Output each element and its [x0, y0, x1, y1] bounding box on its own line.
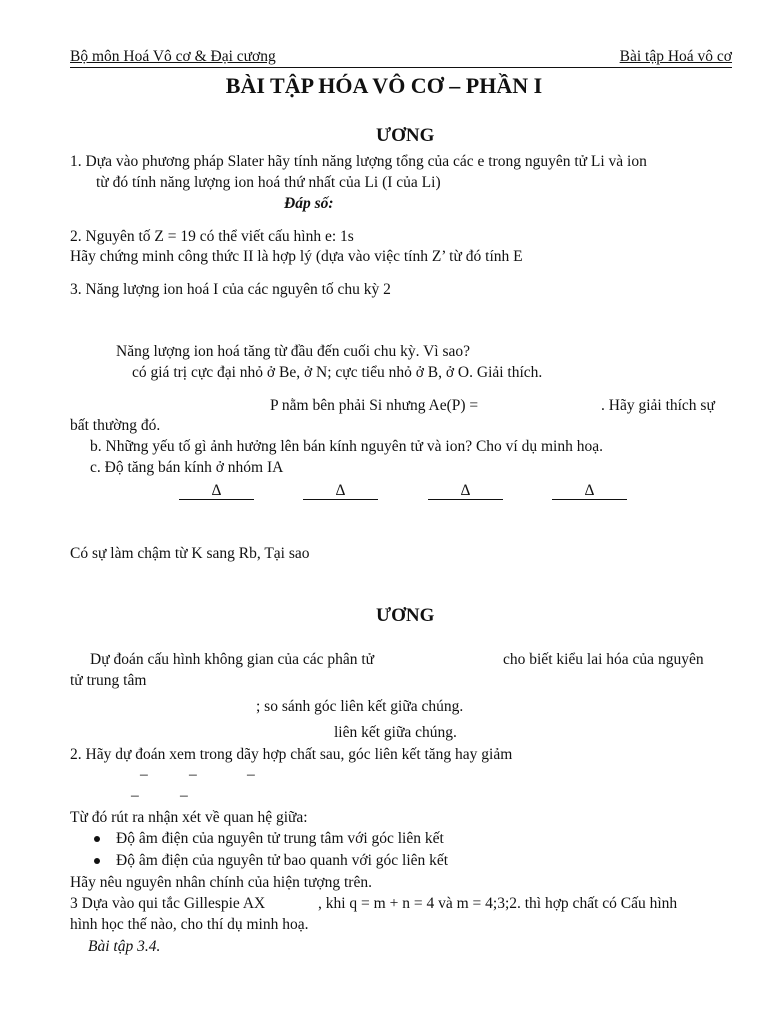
conclusion-prompt: Từ đó rút ra nhận xét về quan hệ giữa: [70, 809, 308, 826]
bullet-dot-1 [94, 836, 100, 842]
question-3-c-part: hình học thế nào, cho thí dụ minh hoạ. [70, 916, 309, 933]
header-rule [70, 67, 732, 68]
question-4-d: Có sự làm chậm từ K sang Rb, Tại sao [70, 545, 310, 562]
question-3-b: có giá trị cực đại nhỏ ở Be, ở N; cực tiểu nhỏ ở B, ở O. Giải thích. [132, 364, 543, 381]
paragraph-1-c: tử trung tâm [70, 672, 147, 689]
question-3-a-part: 3 Dựa vào qui tắc Gillespie AX [70, 895, 266, 912]
question-4-line-1-a: P nằm bên phải Si nhưng Ae(P) = [270, 397, 479, 414]
dash-3: – [247, 766, 255, 783]
question-3-b-part: , khi q = m + n = 4 và m = 4;3;2. thì hợp chất có Cấu hình [318, 895, 678, 912]
dash-2: – [189, 766, 197, 783]
question-4-line-2: bất thường đó. [70, 417, 161, 434]
header-department: Bộ môn Hoá Vô cơ & Đại cương [70, 48, 276, 65]
delta-blank-2: Δ [303, 482, 378, 500]
question-2: 2. Hãy dự đoán xem trong dãy hợp chất sau, góc liên kết tăng hay giảm [70, 746, 513, 763]
paragraph-1-b: cho biết kiểu lai hóa của nguyên [503, 651, 704, 668]
section-2-heading: ƯƠNG [376, 605, 435, 626]
delta-blank-1: Δ [179, 482, 254, 500]
dash-5: – [180, 787, 188, 804]
delta-blank-3: Δ [428, 482, 503, 500]
question-4-line-1-b: . Hãy giải thích sự [601, 397, 715, 414]
question-2-line-1: 2. Nguyên tố Z = 19 có thể viết cấu hình e: 1s [70, 228, 354, 245]
question-4-c: c. Độ tăng bán kính ở nhóm IA [90, 459, 284, 476]
header-course: Bài tập Hoá vô cơ [619, 48, 732, 65]
question-2-line-2: Hãy chứng minh công thức II là hợp lý (dựa vào việc tính Z’ từ đó tính E [70, 248, 523, 265]
question-4-b: b. Những yếu tố gì ảnh hưởng lên bán kính nguyên tử và ion? Cho ví dụ minh hoạ. [90, 438, 603, 455]
exercise-label: Bài tập 3.4. [88, 938, 161, 955]
paragraph-1-a: Dự đoán cấu hình không gian của các phân tử [90, 651, 375, 668]
paragraph-1-e: liên kết giữa chúng. [334, 724, 457, 741]
bullet-item-2: Độ âm điện của nguyên tử bao quanh với góc liên kết [116, 852, 449, 869]
dash-1: – [140, 766, 148, 783]
dash-4: – [131, 787, 139, 804]
section-1-heading: ƯƠNG [376, 125, 435, 146]
page-title: BÀI TẬP HÓA VÔ CƠ – PHẦN I [225, 73, 543, 98]
paragraph-1-d: ; so sánh góc liên kết giữa chúng. [256, 698, 464, 715]
bullet-dot-2 [94, 858, 100, 864]
question-1-line-1: 1. Dựa vào phương pháp Slater hãy tính năng lượng tổng của các e trong nguyên tử Li và ion [70, 153, 647, 170]
delta-blank-4: Δ [552, 482, 627, 500]
question-1-line-2: từ đó tính năng lượng ion hoá thứ nhất của Li (I của Li) [96, 174, 441, 191]
question-3: 3. Năng lượng ion hoá I của các nguyên tố chu kỳ 2 [70, 281, 391, 298]
bullet-item-1: Độ âm điện của nguyên tử trung tâm với góc liên kết [116, 830, 444, 847]
cause-prompt: Hãy nêu nguyên nhân chính của hiện tượng trên. [70, 874, 372, 891]
answer-label: Đáp số: [284, 195, 334, 212]
question-3-a: Năng lượng ion hoá tăng từ đầu đến cuối chu kỳ. Vì sao? [116, 343, 471, 360]
